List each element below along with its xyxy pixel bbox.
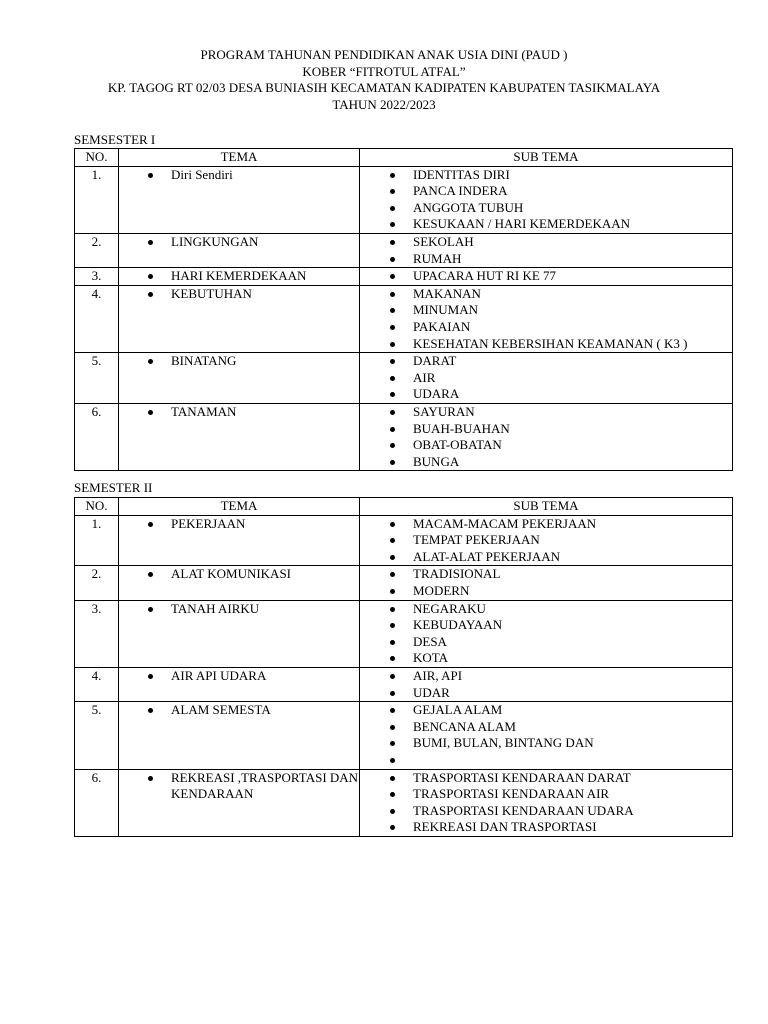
document-header	[0, 47, 768, 113]
semester-1-rows	[75, 166, 733, 471]
row-number: 1.	[75, 515, 119, 566]
sub-tema-item: BUAH-BUAHAN	[360, 421, 732, 438]
bullet-list	[119, 167, 359, 184]
table-header-row	[75, 498, 733, 516]
sub-tema-item: PAKAIAN	[360, 319, 732, 336]
bullet-list	[119, 601, 359, 618]
sub-tema-cell	[360, 166, 733, 233]
header-address: KP. TAGOG RT 02/03 DESA BUNIASIH KECAMATAN KADIPATEN KABUPATEN TASIKMALAYA	[107, 80, 661, 96]
bullet-list	[119, 702, 359, 719]
sub-tema-item: DESA	[360, 634, 732, 651]
bullet-list	[119, 353, 359, 370]
column-header-sub-tema: SUB TEMA	[360, 498, 733, 516]
sub-tema-item: REKREASI DAN TRASPORTASI	[360, 819, 732, 836]
sub-tema-item: SAYURAN	[360, 404, 732, 421]
semester-2-table	[74, 497, 733, 837]
bullet-list	[119, 286, 359, 303]
tema-cell	[119, 233, 360, 267]
sub-tema-item: TRASPORTASI KENDARAAN UDARA	[360, 803, 732, 820]
column-header-tema: TEMA	[119, 149, 360, 167]
tema-item: TANAH AIRKU	[119, 601, 359, 618]
row-number: 3.	[75, 268, 119, 286]
header-program-title: PROGRAM TAHUNAN PENDIDIKAN ANAK USIA DINI (PAUD )	[200, 47, 568, 62]
sub-tema-cell	[360, 667, 733, 701]
tema-cell	[119, 353, 360, 404]
bullet-list	[119, 404, 359, 421]
bullet-list	[360, 601, 732, 667]
sub-tema-item: TRASPORTASI KENDARAAN AIR	[360, 786, 732, 803]
bullet-list	[360, 268, 732, 285]
bullet-list	[360, 234, 732, 267]
sub-tema-cell	[360, 702, 733, 769]
bullet-list	[360, 702, 732, 768]
bullet-list	[119, 668, 359, 685]
table-row	[75, 285, 733, 352]
tema-cell	[119, 566, 360, 600]
sub-tema-item: NEGARAKU	[360, 601, 732, 618]
semester-2-rows	[75, 515, 733, 836]
sub-tema-item	[360, 752, 732, 769]
sub-tema-item: MINUMAN	[360, 302, 732, 319]
tema-item: LINGKUNGAN	[119, 234, 359, 251]
sub-tema-item: PANCA INDERA	[360, 183, 732, 200]
row-number: 3.	[75, 600, 119, 667]
bullet-list	[360, 668, 732, 701]
row-number: 4.	[75, 667, 119, 701]
sub-tema-item: SEKOLAH	[360, 234, 732, 251]
tema-item: HARI KEMERDEKAAN	[119, 268, 359, 285]
sub-tema-item: AIR	[360, 370, 732, 387]
sub-tema-item: TRADISIONAL	[360, 566, 732, 583]
bullet-list	[360, 770, 732, 836]
table-row	[75, 600, 733, 667]
sub-tema-item: GEJALA ALAM	[360, 702, 732, 719]
sub-tema-item: OBAT-OBATAN	[360, 437, 732, 454]
sub-tema-item: DARAT	[360, 353, 732, 370]
tema-cell	[119, 515, 360, 566]
bullet-list	[360, 404, 732, 470]
bullet-list	[119, 516, 359, 533]
tema-cell	[119, 702, 360, 769]
sub-tema-item: MACAM-MACAM PEKERJAAN	[360, 516, 732, 533]
bullet-list	[360, 286, 732, 352]
sub-tema-cell	[360, 566, 733, 600]
sub-tema-item: TRASPORTASI KENDARAAN DARAT	[360, 770, 732, 787]
semester-1-table	[74, 148, 733, 471]
bullet-list	[119, 268, 359, 285]
table-row	[75, 233, 733, 267]
column-header-sub-tema: SUB TEMA	[360, 149, 733, 167]
row-number: 6.	[75, 403, 119, 470]
tema-item: ALAT KOMUNIKASI	[119, 566, 359, 583]
row-number: 6.	[75, 769, 119, 836]
sub-tema-cell	[360, 233, 733, 267]
tema-item: PEKERJAAN	[119, 516, 359, 533]
tema-item: Diri Sendiri	[119, 167, 359, 184]
sub-tema-item: MAKANAN	[360, 286, 732, 303]
sub-tema-item: TEMPAT PEKERJAAN	[360, 532, 732, 549]
tema-cell	[119, 285, 360, 352]
table-row	[75, 702, 733, 769]
bullet-list	[360, 516, 732, 566]
row-number: 5.	[75, 353, 119, 404]
bullet-list	[119, 566, 359, 583]
tema-item: ALAM SEMESTA	[119, 702, 359, 719]
sub-tema-item: MODERN	[360, 583, 732, 600]
sub-tema-item: KESEHATAN KEBERSIHAN KEAMANAN ( K3 )	[360, 336, 732, 353]
sub-tema-item: RUMAH	[360, 251, 732, 268]
table-row	[75, 166, 733, 233]
sub-tema-cell	[360, 515, 733, 566]
sub-tema-item: KEBUDAYAAN	[360, 617, 732, 634]
sub-tema-item: BUMI, BULAN, BINTANG DAN	[360, 735, 732, 752]
sub-tema-item: BENCANA ALAM	[360, 719, 732, 736]
sub-tema-cell	[360, 268, 733, 286]
tema-cell	[119, 769, 360, 836]
tema-item: BINATANG	[119, 353, 359, 370]
bullet-list	[360, 566, 732, 599]
row-number: 2.	[75, 566, 119, 600]
header-institution-name: KOBER “FITROTUL ATFAL”	[302, 63, 466, 79]
sub-tema-item: KOTA	[360, 650, 732, 667]
table-header-row	[75, 149, 733, 167]
sub-tema-cell	[360, 600, 733, 667]
sub-tema-cell	[360, 403, 733, 470]
sub-tema-item: IDENTITAS DIRI	[360, 167, 732, 184]
sub-tema-item: ANGGOTA TUBUH	[360, 200, 732, 217]
tema-cell	[119, 268, 360, 286]
sub-tema-item: UDAR	[360, 685, 732, 702]
tema-cell	[119, 166, 360, 233]
sub-tema-item: UPACARA HUT RI KE 77	[360, 268, 732, 285]
table-row	[75, 403, 733, 470]
tema-item: TANAMAN	[119, 404, 359, 421]
sub-tema-item: ALAT-ALAT PEKERJAAN	[360, 549, 732, 566]
sub-tema-cell	[360, 285, 733, 352]
tema-cell	[119, 403, 360, 470]
row-number: 4.	[75, 285, 119, 352]
table-row	[75, 566, 733, 600]
bullet-list	[119, 234, 359, 251]
column-header-no: NO.	[75, 498, 119, 516]
header-school-year: TAHUN 2022/2023	[332, 96, 436, 112]
bullet-list	[360, 353, 732, 403]
tema-cell	[119, 667, 360, 701]
tema-item: AIR API UDARA	[119, 668, 359, 685]
sub-tema-item: BUNGA	[360, 454, 732, 471]
table-row	[75, 769, 733, 836]
row-number: 5.	[75, 702, 119, 769]
semester-1-title: SEMSESTER I	[74, 132, 156, 147]
row-number: 2.	[75, 233, 119, 267]
sub-tema-item: UDARA	[360, 386, 732, 403]
table-row	[75, 353, 733, 404]
sub-tema-item: KESUKAAN / HARI KEMERDEKAAN	[360, 216, 732, 233]
bullet-list	[360, 167, 732, 233]
tema-item: KEBUTUHAN	[119, 286, 359, 303]
sub-tema-cell	[360, 769, 733, 836]
table-row	[75, 515, 733, 566]
tema-cell	[119, 600, 360, 667]
column-header-tema: TEMA	[119, 498, 360, 516]
tema-item: REKREASI ,TRASPORTASI DAN KENDARAAN	[119, 770, 359, 803]
bullet-list	[119, 770, 359, 803]
table-row	[75, 268, 733, 286]
semester-2-title: SEMESTER II	[74, 480, 153, 495]
row-number: 1.	[75, 166, 119, 233]
column-header-no: NO.	[75, 149, 119, 167]
sub-tema-item: AIR, API	[360, 668, 732, 685]
table-row	[75, 667, 733, 701]
sub-tema-cell	[360, 353, 733, 404]
